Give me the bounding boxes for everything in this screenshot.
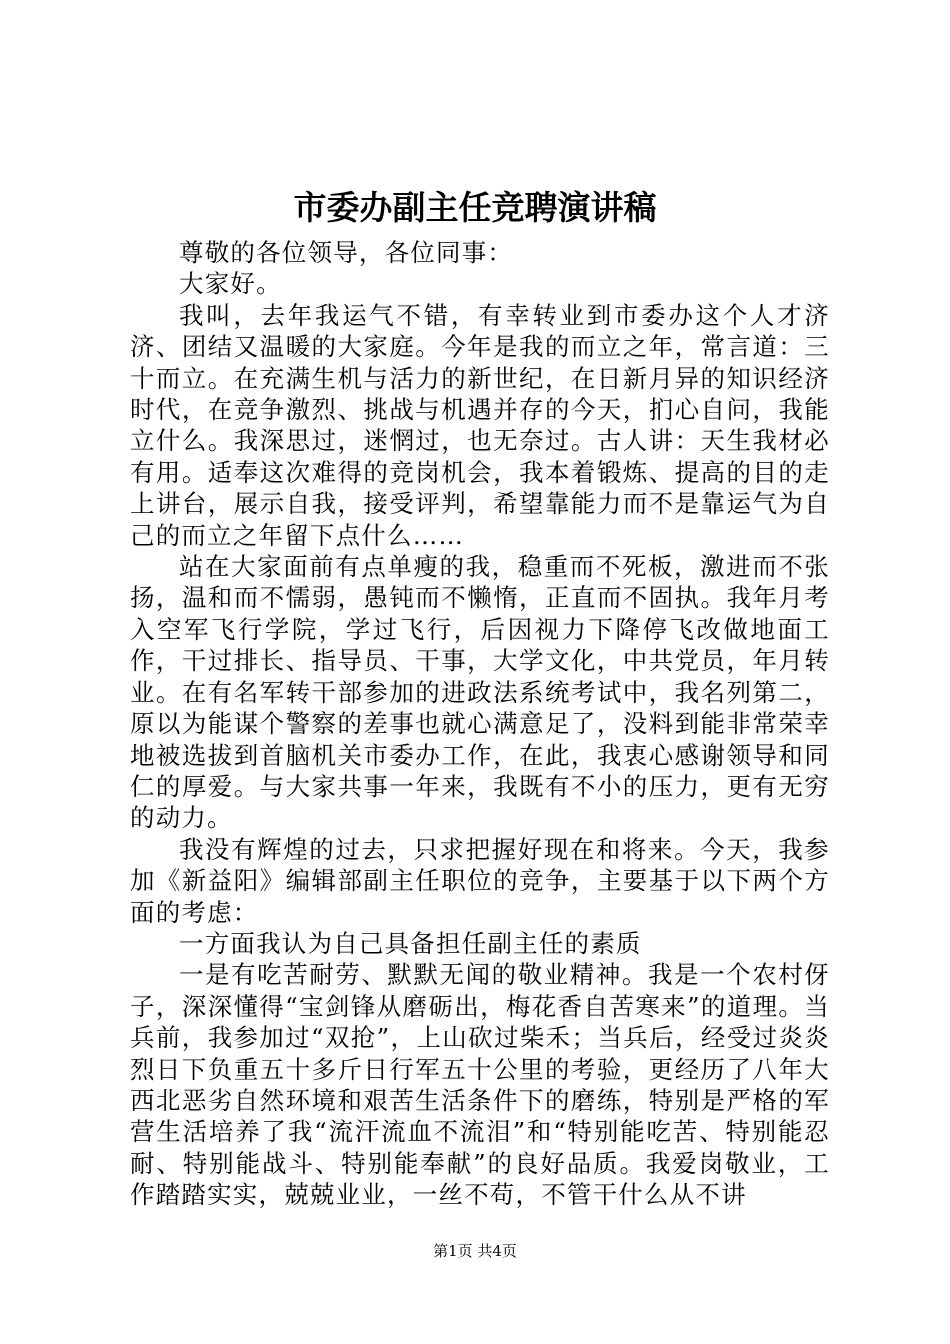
- page-number-footer: 第1页 共4页: [433, 1242, 517, 1260]
- paragraph: 一是有吃苦耐劳、默默无闻的敬业精神。我是一个农村伢子，深深懂得“宝剑锋从磨砺出，梅花香自苦寒来”的道理。当兵前，我参加过“双抢”，上山砍过柴禾；当兵后，经受过炎炎烈日下负重五十多斤日行军五十公里的考验，更经历了八年大西北恶劣自然环境和艰苦生活条件下的磨练，特别是严格的军营生活培养了我“流汗流血不流泪”和“特别能吃苦、特别能忍耐、特别能战斗、特别能奉献”的良好品质。我爱岗敬业，工作踏踏实实，兢兢业业，一丝不苟，不管干什么从不讲: [130, 960, 830, 1210]
- document-title: 市委办副主任竞聘演讲稿: [293, 188, 657, 227]
- section-heading: 一方面我认为自己具备担任副主任的素质: [179, 928, 642, 958]
- salutation: 尊敬的各位领导，各位同事：: [179, 238, 514, 267]
- paragraph: 站在大家面前有点单瘦的我，稳重而不死板，激进而不张扬，温和而不懦弱，愚钝而不懒惰，正直而不固执。我年月考入空军飞行学院，学过飞行，后因视力下降停飞改做地面工作，干过排长、指导员、干事，大学文化，中共党员，年月转业。在有名军转干部参加的进政法系统考试中，我名列第二，原以为能谋个警察的差事也就心满意足了，没料到能非常荣幸地被选拔到首脑机关市委办工作，在此，我衷心感谢领导和同仁的厚爱。与大家共事一年来，我既有不小的压力，更有无穷的动力。: [130, 552, 830, 833]
- document-body: [130, 237, 830, 1211]
- paragraph: 我没有辉煌的过去，只求把握好现在和将来。今天，我参加《新益阳》编辑部副主任职位的竞争，主要基于以下两个方面的考虑：: [130, 834, 830, 927]
- greeting: 大家好。: [179, 269, 282, 299]
- paragraph: 我叫，去年我运气不错，有幸转业到市委办这个人才济济、团结又温暖的大家庭。今年是我的而立之年，常言道：三十而立。在充满生机与活力的新世纪，在日新月异的知识经济时代，在竞争激烈、挑战与机遇并存的今天，扪心自问，我能立什么。我深思过，迷惘过，也无奈过。古人讲：天生我材必有用。适奉这次难得的竞岗机会，我本着锻炼、提高的目的走上讲台，展示自我，接受评判，希望靠能力而不是靠运气为自己的而立之年留下点什么……: [130, 300, 830, 550]
